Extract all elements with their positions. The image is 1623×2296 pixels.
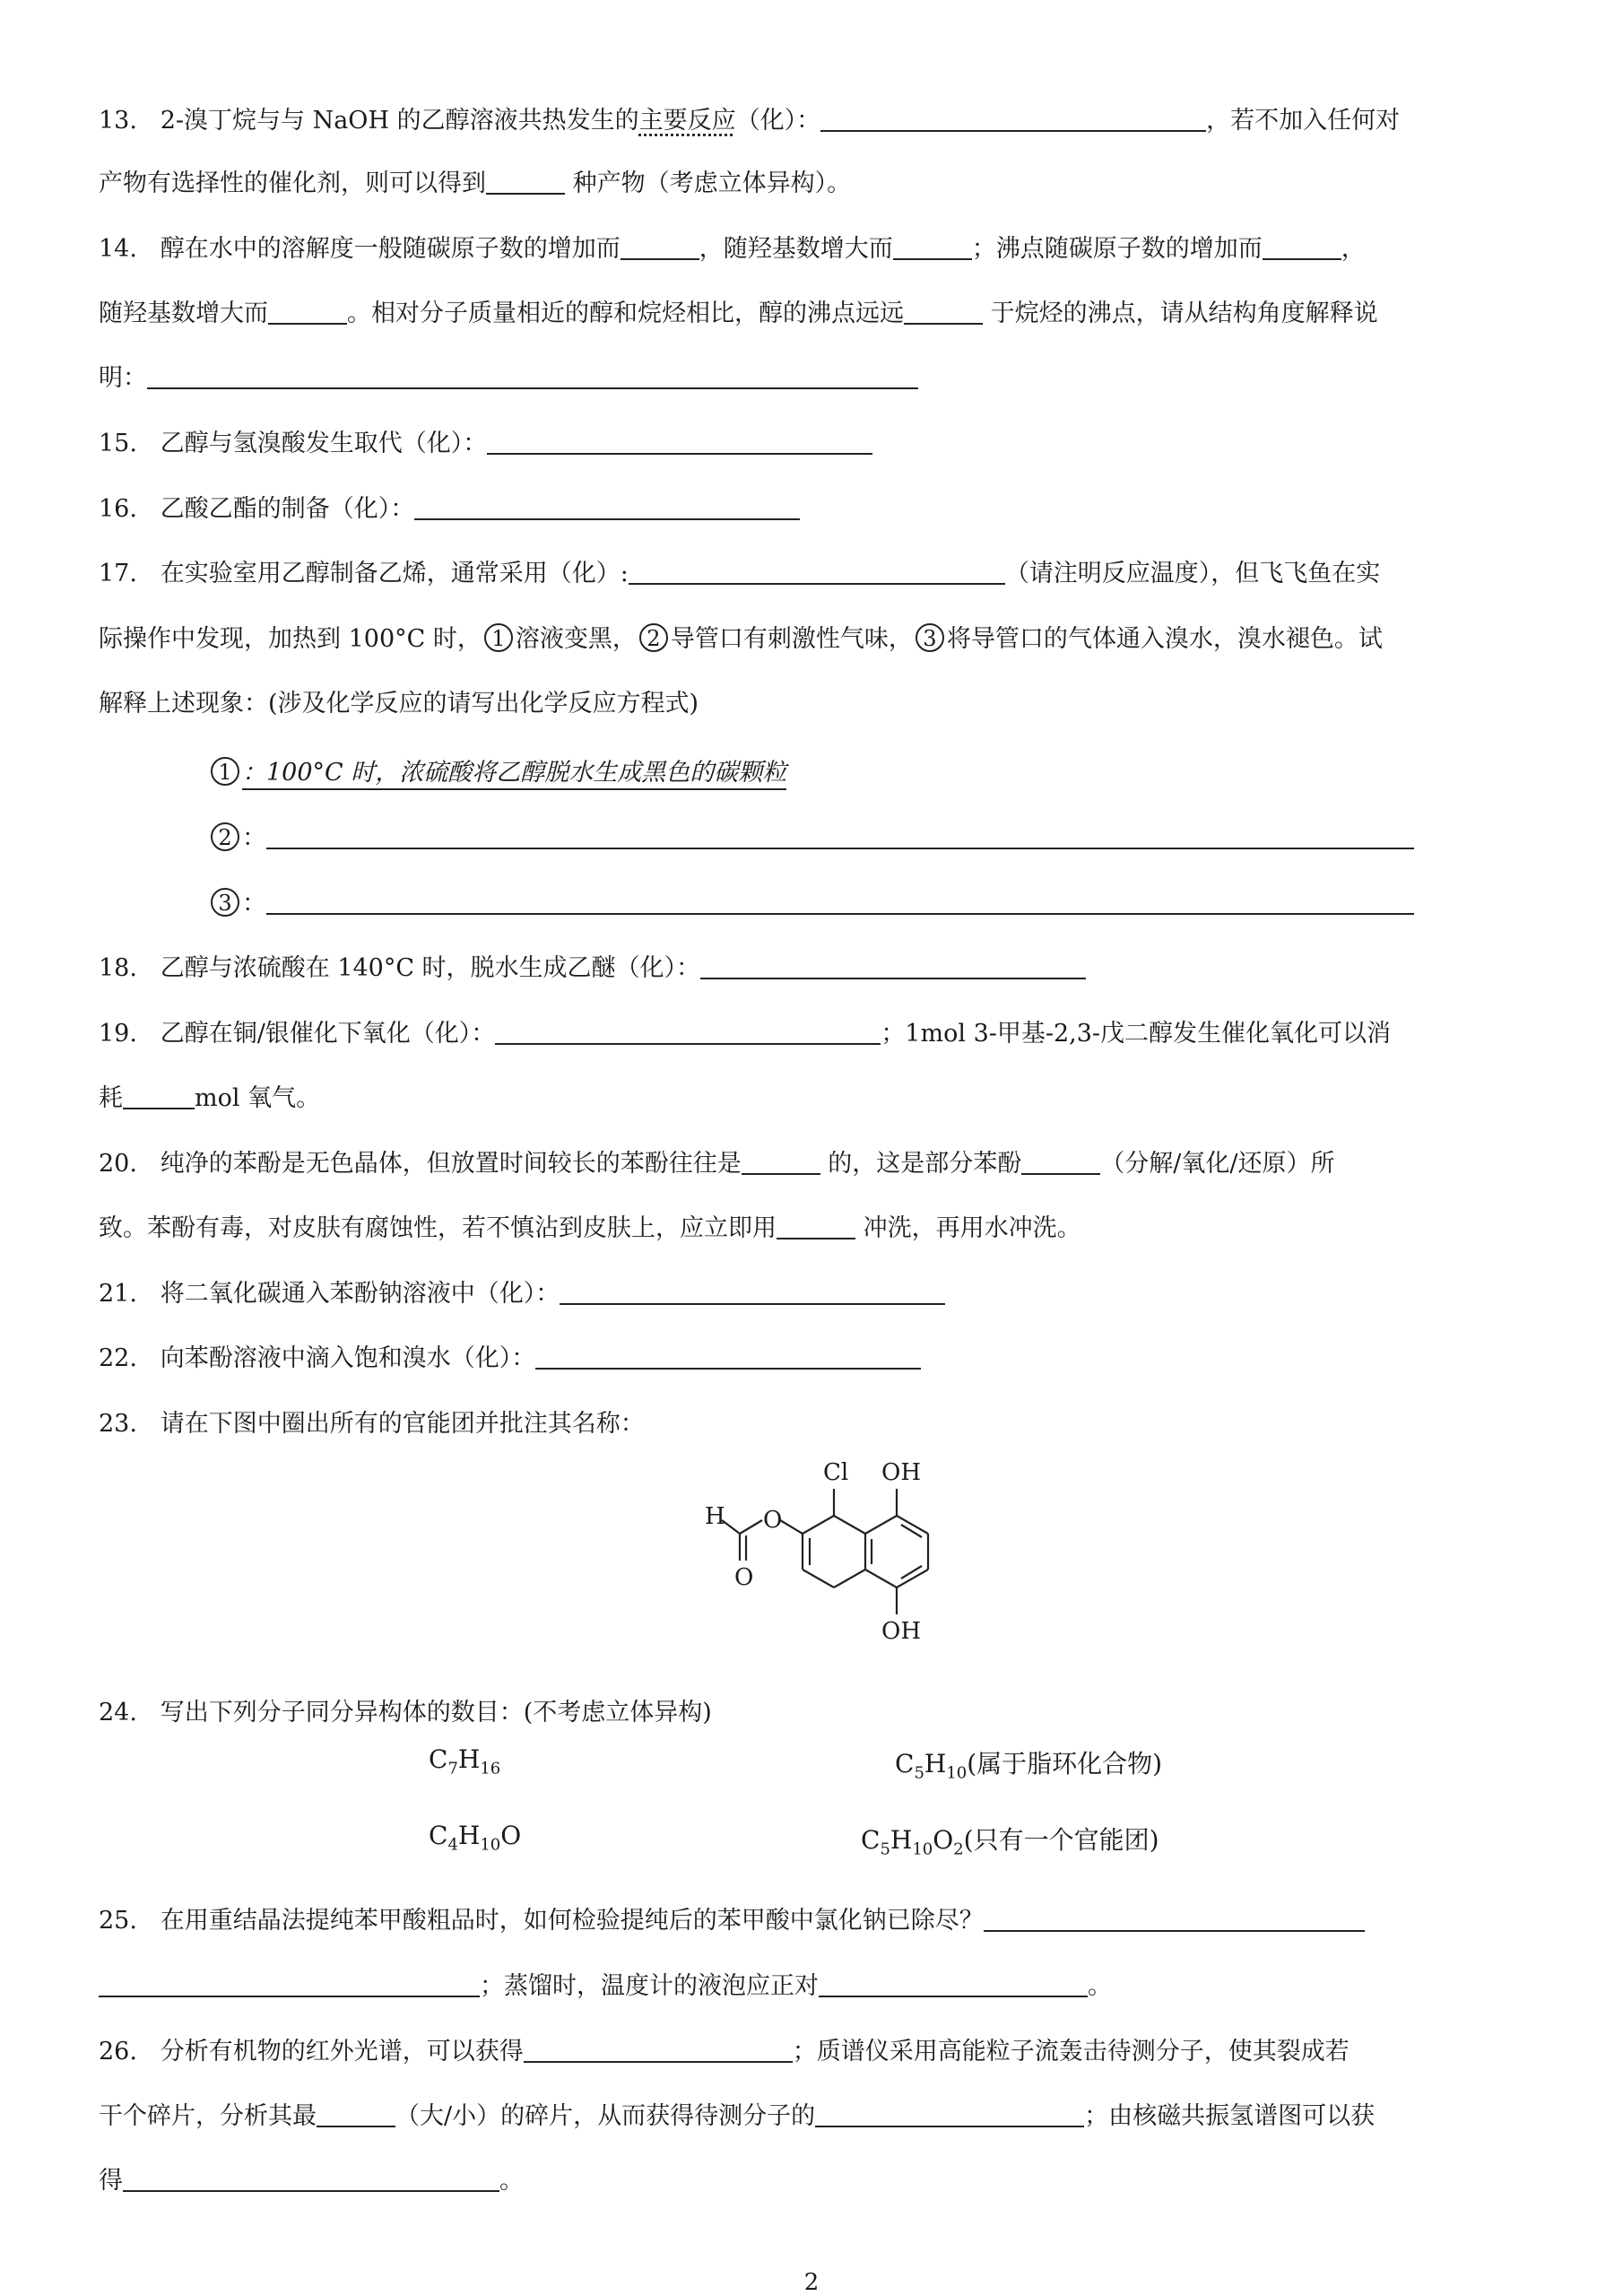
- molecule-structure: [646, 1448, 1004, 1691]
- q14-blank-1[interactable]: [621, 231, 699, 260]
- answer-1-label: 1: [211, 757, 239, 786]
- formula-c7h16: $C_7H_{16}$: [429, 1744, 501, 1779]
- q17-answer-1: [208, 755, 1623, 791]
- q22-number: 22.: [99, 1344, 137, 1372]
- q19-line2: [99, 1081, 1524, 1117]
- q25-blank-1[interactable]: [984, 1903, 1365, 1932]
- q26-text-line2b: （大/小）的碎片，从而获得待测分子的: [395, 2102, 816, 2130]
- q26-line3: [99, 2163, 1524, 2199]
- q13-line1: [99, 103, 1524, 139]
- q13-text-post: （化）：: [735, 107, 821, 135]
- q14-line2: [99, 296, 1524, 332]
- q20-line1: [99, 1146, 1524, 1182]
- answer-2-colon: ：: [242, 824, 266, 852]
- q14-blank-2[interactable]: [893, 231, 972, 260]
- circled-number-3: 3: [916, 623, 944, 652]
- q15-number: 15.: [99, 430, 137, 457]
- atom-cl: Cl: [823, 1459, 849, 1486]
- q19-text-line2a: 耗: [99, 1084, 123, 1112]
- q15-line: [99, 426, 1524, 462]
- q17-answer-3: [208, 886, 1623, 922]
- q26-text-line2c: ；由核磁共振氢谱图可以获: [1084, 2102, 1376, 2130]
- q19-text-b: ；1mol 3-甲基-2,3-戊二醇发生催化氧化可以消: [881, 1020, 1392, 1048]
- answer-1-handwriting[interactable]: ：100°C 时，浓硫酸将乙醇脱水生成黑色的碳颗粒: [242, 759, 786, 790]
- q16-blank[interactable]: [414, 491, 800, 520]
- q24-number: 24.: [99, 1699, 137, 1726]
- q23-number: 23.: [99, 1410, 137, 1438]
- q13-blank-2[interactable]: [486, 166, 565, 195]
- q17-number: 17.: [99, 560, 137, 587]
- q14-text-d: ，: [1341, 235, 1366, 263]
- q14-line3: [99, 361, 1524, 396]
- q13-emphasis: 主要反应: [638, 107, 736, 135]
- q14-text-line3: 明：: [99, 364, 147, 392]
- q26-number: 26.: [99, 2038, 137, 2066]
- atom-h: H: [705, 1503, 725, 1530]
- q17-phenomenon-2: 导管口有刺激性气味，: [670, 625, 913, 653]
- q20-text-b: 的，这是部分苯酚: [828, 1150, 1022, 1178]
- q14-text-c: ；沸点随碳原子数的增加而: [971, 235, 1263, 263]
- q17-text-a: 在实验室用乙醇制备乙烯，通常采用（化）:: [160, 560, 629, 587]
- q25-blank-2[interactable]: [99, 1969, 480, 1997]
- circled-number-1: 1: [484, 623, 513, 652]
- q26-line1: [99, 2034, 1524, 2070]
- atom-oh-bottom: OH: [881, 1618, 921, 1645]
- q24-text: 写出下列分子同分异构体的数目：(不考虑立体异构): [160, 1699, 712, 1726]
- q20-text-a: 纯净的苯酚是无色晶体，但放置时间较长的苯酚往往是: [160, 1150, 742, 1178]
- q14-text-line2a: 随羟基数增大而: [99, 300, 268, 327]
- q23-text: 请在下图中圈出所有的官能团并批注其名称：: [160, 1410, 645, 1438]
- q14-text-b: ，随羟基数增大而: [699, 235, 893, 263]
- q13-text-line2a: 产物有选择性的催化剂，则可以得到: [99, 170, 486, 197]
- answer-2-label: 2: [211, 822, 239, 851]
- q26-blank-2[interactable]: [317, 2099, 395, 2127]
- page-number: 2: [803, 2269, 820, 2296]
- q13-text-mid: ，若不加入任何对: [1206, 107, 1401, 135]
- q25-text-a: 在用重结晶法提纯苯甲酸粗品时，如何检验提纯后的苯甲酸中氯化钠已除尽？: [160, 1907, 984, 1935]
- q18-blank[interactable]: [700, 951, 1086, 979]
- q22-line: [99, 1341, 1524, 1377]
- q20-blank-2[interactable]: [1021, 1146, 1100, 1175]
- q21-blank[interactable]: [560, 1276, 945, 1305]
- atom-oh-top: OH: [881, 1459, 921, 1486]
- q20-text-line2a: 致。苯酚有毒，对皮肤有腐蚀性，若不慎沾到皮肤上，应立即用: [99, 1214, 777, 1242]
- q13-text-pre: 2-溴丁烷与与 NaOH 的乙醇溶液共热发生的: [160, 107, 639, 135]
- q26-text-line3a: 得: [99, 2167, 123, 2195]
- q20-text-line2b: 冲洗，再用水冲洗。: [863, 1214, 1081, 1242]
- q16-line: [99, 491, 1524, 527]
- q13-number: 13.: [99, 107, 137, 135]
- q26-blank-4[interactable]: [123, 2163, 499, 2192]
- q22-blank[interactable]: [535, 1341, 921, 1370]
- q17-line1: [99, 556, 1524, 592]
- q25-line2: [99, 1969, 1524, 2005]
- q17-text-line3: 解释上述现象：(涉及化学反应的请写出化学反应方程式): [99, 690, 699, 718]
- q26-line2: [99, 2099, 1524, 2135]
- q26-text-line3b: 。: [499, 2167, 524, 2195]
- q25-line1: [99, 1903, 1524, 1939]
- q20-blank-1[interactable]: [742, 1146, 820, 1175]
- q18-line: [99, 951, 1524, 987]
- q14-blank-6[interactable]: [147, 361, 918, 389]
- q25-blank-3[interactable]: [819, 1969, 1088, 1997]
- q26-text-a: 分析有机物的红外光谱，可以获得: [160, 2038, 524, 2066]
- q13-blank-1[interactable]: [820, 103, 1206, 132]
- q14-text-a: 醇在水中的溶解度一般随碳原子数的增加而: [160, 235, 621, 263]
- q25-text-line2b: 。: [1088, 1972, 1112, 2000]
- q23-line: [99, 1406, 1524, 1442]
- q20-number: 20.: [99, 1150, 137, 1178]
- q14-blank-3[interactable]: [1263, 231, 1341, 260]
- circled-number-2: 2: [639, 623, 668, 652]
- q19-text-a: 乙醇在铜/银催化下氧化（化）：: [160, 1020, 496, 1048]
- q19-line1: [99, 1016, 1524, 1052]
- answer-2-blank[interactable]: [266, 821, 1414, 849]
- q15-text: 乙醇与氢溴酸发生取代（化）：: [160, 430, 488, 457]
- q14-line1: [99, 231, 1524, 267]
- q24-line: [99, 1695, 1524, 1731]
- q26-text-b: ；质谱仪采用高能粒子流轰击待测分子，使其裂成若: [792, 2038, 1350, 2066]
- q25-number: 25.: [99, 1907, 137, 1935]
- q17-phenomenon-3: 将导管口的气体通入溴水，溴水褪色。试: [946, 625, 1383, 653]
- q15-blank[interactable]: [487, 426, 872, 455]
- answer-3-label: 3: [211, 888, 239, 917]
- q18-text: 乙醇与浓硫酸在 140°C 时，脱水生成乙醚（化）：: [160, 954, 701, 982]
- q20-blank-3[interactable]: [777, 1211, 855, 1239]
- q21-text: 将二氧化碳通入苯酚钠溶液中（化）：: [160, 1280, 560, 1308]
- q13-text-line2b: 种产物（考虑立体异构）。: [572, 170, 852, 197]
- answer-3-colon: ：: [242, 890, 266, 918]
- q19-blank-1[interactable]: [495, 1016, 881, 1045]
- formula-c5h10o2: $C_5H_{10}O_2$(只有一个官能团): [861, 1825, 1159, 1859]
- formula-c5h10-cyclic: $C_5H_{10}$(属于脂环化合物): [895, 1749, 1163, 1783]
- q26-blank-3[interactable]: [815, 2099, 1084, 2127]
- atom-o-carbonyl: O: [734, 1564, 754, 1591]
- q14-text-line2c: 于烷烃的沸点，请从结构角度解释说: [990, 300, 1378, 327]
- q26-blank-1[interactable]: [524, 2034, 793, 2063]
- q17-line2: [99, 622, 1524, 657]
- q17-blank-1[interactable]: [629, 556, 1005, 585]
- atom-o-ester: O: [763, 1507, 783, 1534]
- q19-blank-2[interactable]: [123, 1081, 195, 1109]
- q13-line2: [99, 166, 1524, 202]
- q26-text-line2a: 干个碎片，分析其最: [99, 2102, 317, 2130]
- q17-text-line2a: 际操作中发现，加热到 100°C 时，: [99, 625, 482, 653]
- q16-text: 乙酸乙酯的制备（化）：: [160, 495, 415, 523]
- q17-phenomenon-1: 溶液变黑，: [515, 625, 637, 653]
- q18-number: 18.: [99, 954, 137, 982]
- q19-text-line2b: mol 氧气。: [195, 1084, 321, 1112]
- q14-number: 14.: [99, 235, 137, 263]
- q16-number: 16.: [99, 495, 137, 523]
- q17-answer-2: [208, 821, 1623, 857]
- q14-blank-4[interactable]: [268, 296, 347, 325]
- q19-number: 19.: [99, 1020, 137, 1048]
- q25-text-line2a: ；蒸馏时，温度计的液泡应正对: [480, 1972, 819, 2000]
- q14-text-line2b: 。相对分子质量相近的醇和烷烃相比，醇的沸点远远: [347, 300, 904, 327]
- q22-text: 向苯酚溶液中滴入饱和溴水（化）：: [160, 1344, 536, 1372]
- answer-3-blank[interactable]: [266, 886, 1414, 915]
- q17-line3: [99, 686, 1524, 722]
- formula-c4h10o: $C_4H_{10}O$: [429, 1821, 522, 1855]
- q14-blank-5[interactable]: [904, 296, 983, 325]
- q20-text-c: （分解/氧化/还原）所: [1100, 1150, 1335, 1178]
- q17-text-b: （请注明反应温度），但飞飞鱼在实: [1004, 560, 1381, 587]
- q21-line: [99, 1276, 1524, 1312]
- q20-line2: [99, 1211, 1524, 1247]
- q21-number: 21.: [99, 1280, 137, 1308]
